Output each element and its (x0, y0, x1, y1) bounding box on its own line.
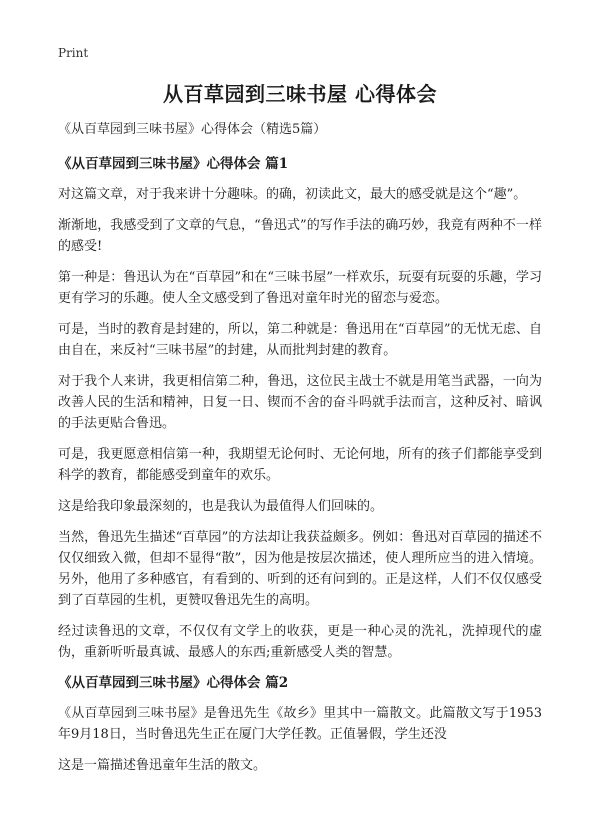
paragraph: 渐渐地，我感受到了文章的气息，“鲁迅式”的写作手法的确巧妙，我竟有两种不一样的感受! (58, 218, 542, 254)
section-heading: 《从百草园到三味书屋》心得体会 篇1 (58, 156, 289, 172)
paragraph: 对于我个人来讲，我更相信第二种，鲁迅，这位民主战士不就是用笔当武器，一向为改善人民的生活和精神，日复一日、锲而不舍的奋斗吗就手法而言，这种反衬、暗讽的手法更贴合鲁迅。 (58, 374, 542, 431)
section-1 (58, 154, 542, 663)
paragraph: 经过读鲁迅的文章，不仅仅有文学上的收获，更是一种心灵的洗礼，洗掉现代的虚伪，重新听听最真诚、最感人的东西;重新感受人类的智慧。 (58, 624, 542, 660)
paragraph: 可是，当时的教育是封建的，所以，第二种就是：鲁迅用在“百草园”的无忧无虑、自由自在，来反衬“三味书屋”的封建，从而批判封建的教育。 (58, 322, 542, 358)
section-heading: 《从百草园到三味书屋》心得体会 篇2 (58, 675, 289, 691)
paragraph: 这是给我印象最深刻的，也是我认为最值得人们回味的。 (58, 499, 384, 514)
print-link[interactable]: Print (58, 46, 89, 60)
document-content (58, 120, 542, 786)
paragraph: 第一种是：鲁迅认为在“百草园”和在“三味书屋”一样欢乐，玩耍有玩耍的乐趣，学习更有学习的乐趣。使人全文感受到了鲁迅对童年时光的留恋与爱恋。 (58, 270, 542, 306)
document-subtitle: 《从百草园到三味书屋》心得体会（精选5篇） (58, 122, 327, 137)
page-title: 从百草园到三味书屋 心得体会 (163, 82, 437, 106)
paragraph: 对这篇文章，对于我来讲十分趣味。的确，初读此文，最大的感受就是这个“趣”。 (58, 187, 527, 202)
paragraph: 这是一篇描述鲁迅童年生活的散文。 (58, 758, 267, 773)
section-2 (58, 673, 542, 776)
paragraph: 《从百草园到三味书屋》是鲁迅先生《故乡》里其中一篇散文。此篇散文写于1953年9月18日，当时鲁迅先生正在厦门大学任教。正值暑假，学生还没 (58, 706, 542, 742)
paragraph: 可是，我更愿意相信第一种，我期望无论何时、无论何地，所有的孩子们都能享受到科学的教育，都能感受到童年的欢乐。 (58, 447, 542, 483)
paragraph: 当然，鲁迅先生描述“百草园”的方法却让我获益颇多。例如：鲁迅对百草园的描述不仅仅细致入微，但却不显得“散”，因为他是按层次描述，使人理所应当的进入情境。另外，他用了多种感官，有看到的、听到的还有问到的。正是这样，人们不仅仅感受到了百草园的生机，更赞叹鲁迅先生的高明。 (58, 530, 542, 608)
